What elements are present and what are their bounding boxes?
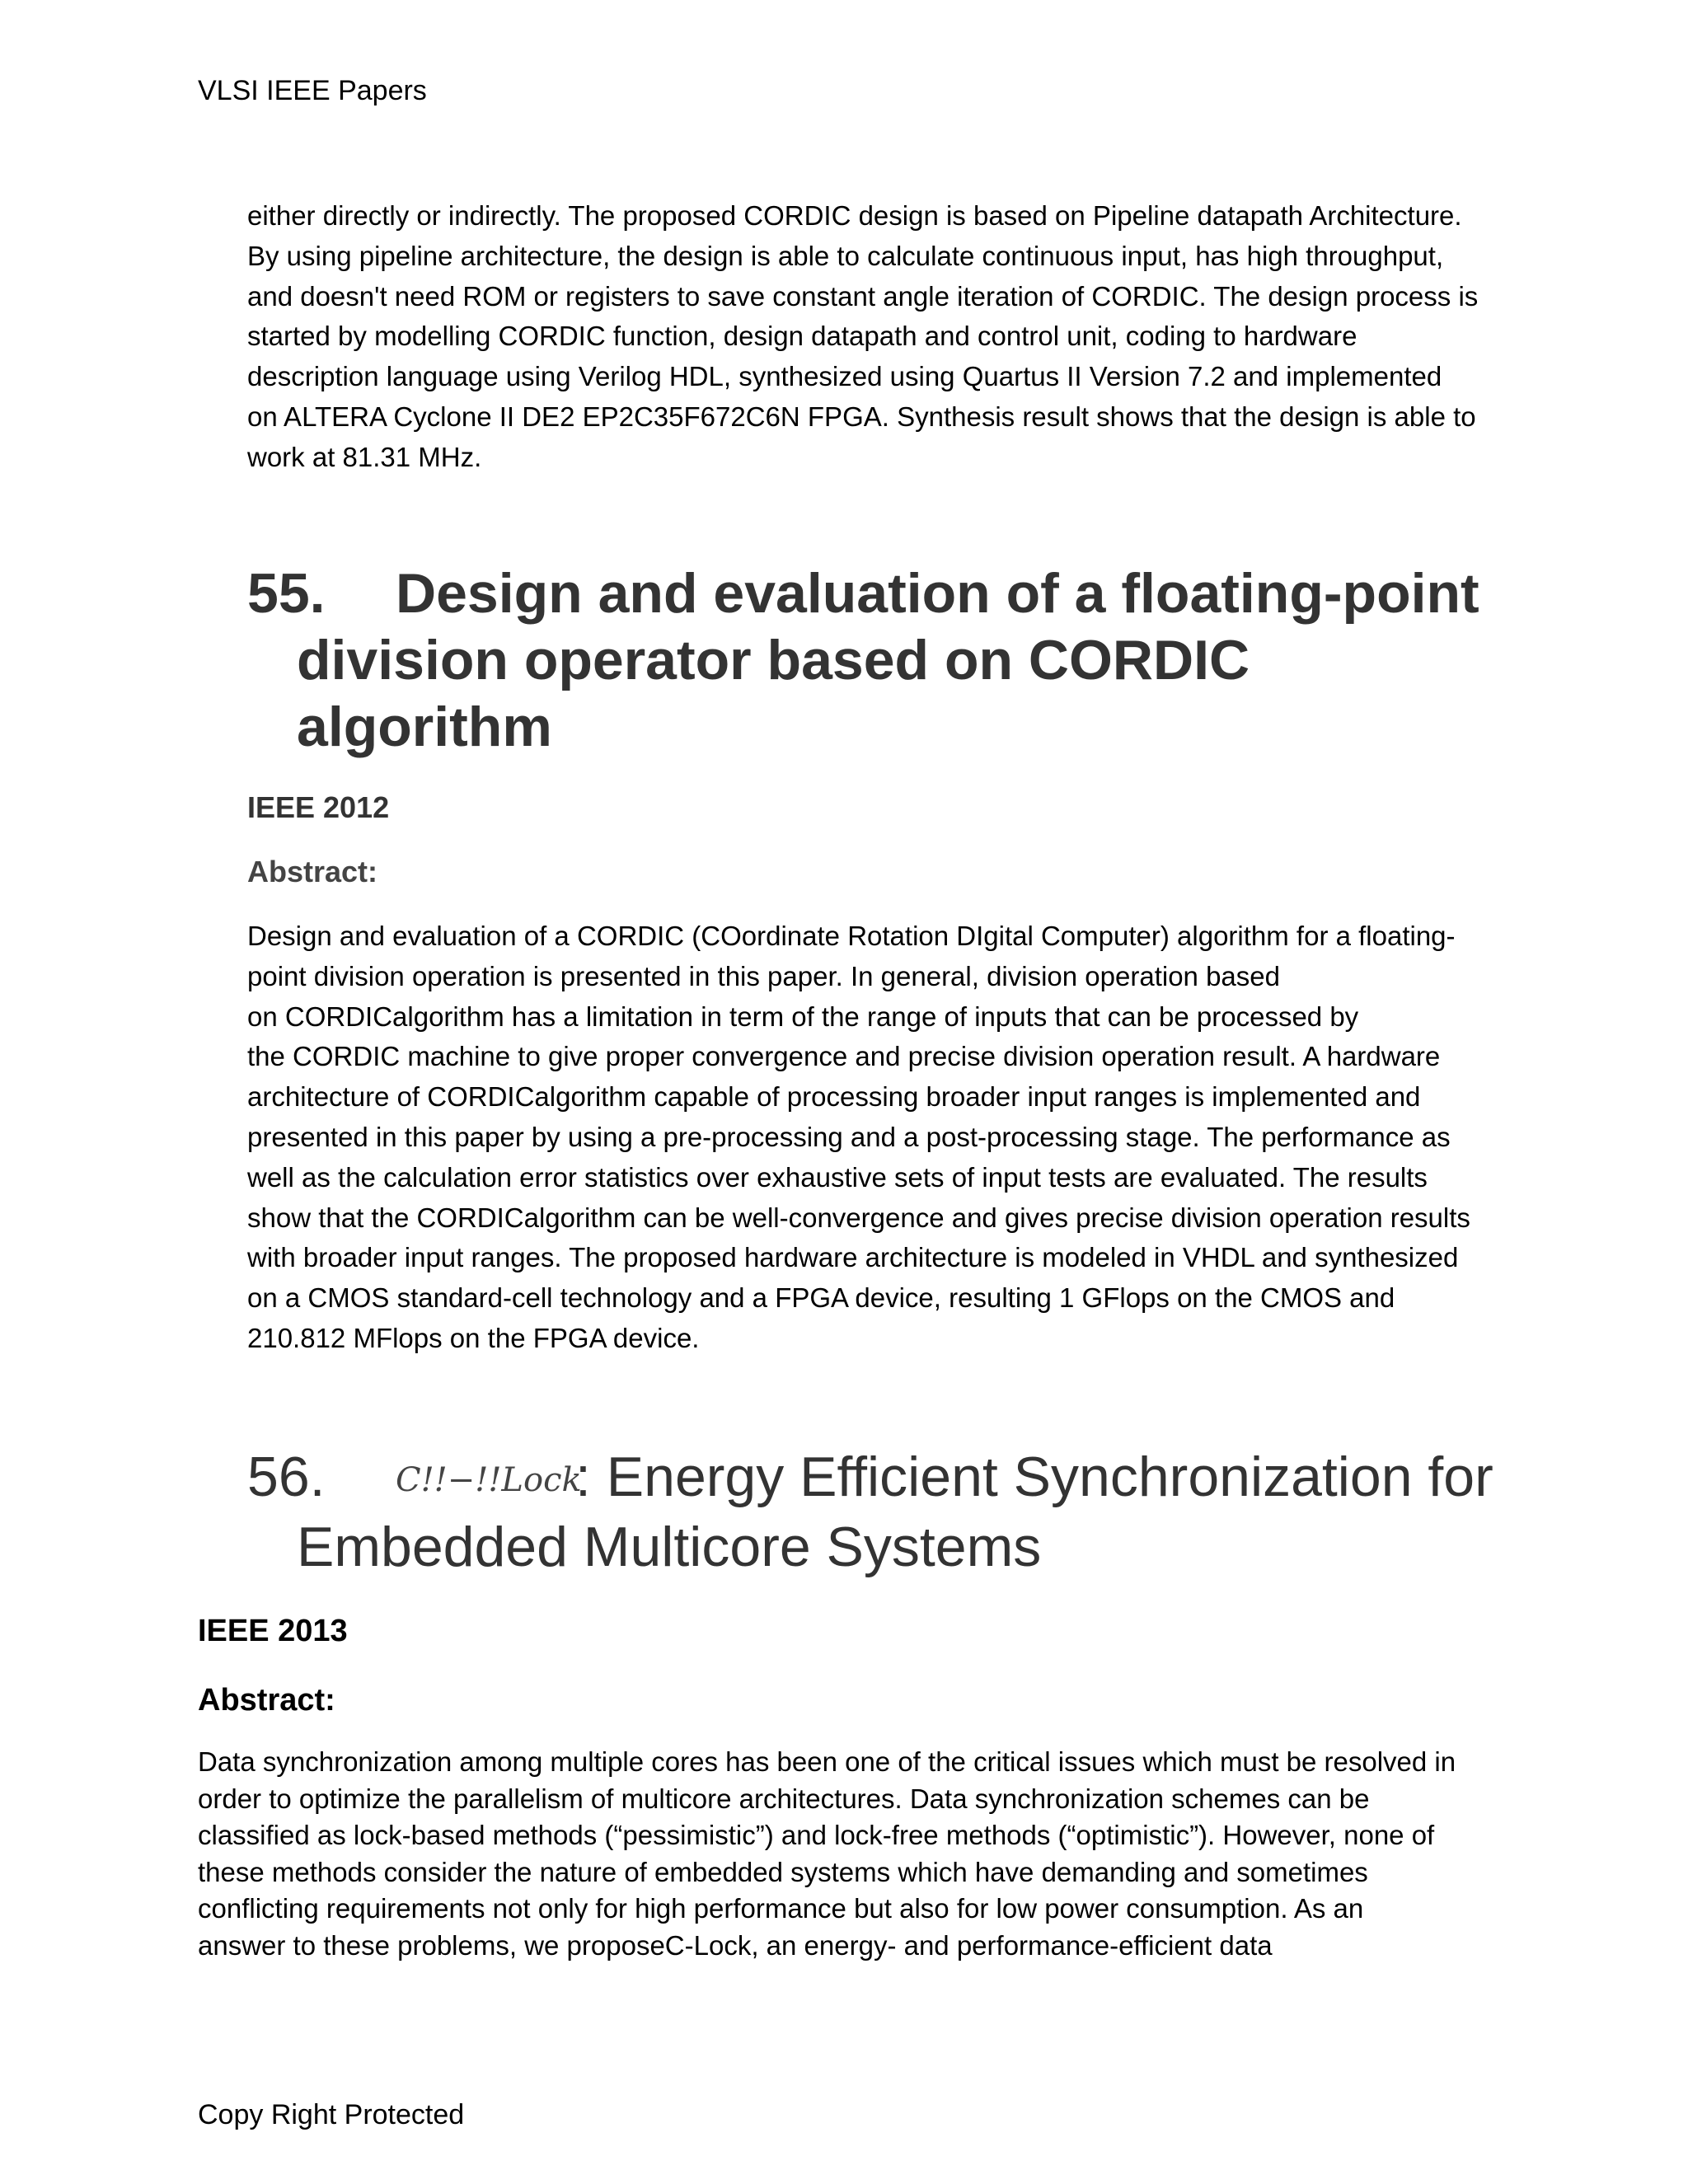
section-56-year: IEEE 2013 (198, 1614, 348, 1648)
section-55-abstract-label: Abstract: (247, 855, 378, 888)
title-text: : Energy Efficient Synchronization for (575, 1446, 1493, 1508)
text-line: classified as lock-based methods (“pessimistic”) and lock-free methods (“optimistic”). However, none of (198, 1820, 1435, 1850)
section-number: 55. (247, 562, 326, 625)
text-line: architecture of CORDICalgorithm capable of processing broader input ranges is implemented and (247, 1081, 1421, 1113)
page-header: VLSI IEEE Papers (198, 75, 427, 106)
section-55-title (247, 560, 1479, 761)
text-line: Design and evaluation of a CORDIC (COordinate Rotation DIgital Computer) algorithm for a floating- (247, 921, 1456, 951)
title-text: Design and evaluation of a floating-point (396, 562, 1479, 625)
text-line: description language using Verilog HDL, synthesized using Quartus II Version 7.2 and implemented (247, 361, 1442, 392)
title-line: Embedded Multicore Systems (297, 1516, 1042, 1578)
section-56-title (247, 1444, 1493, 1581)
text-line: presented in this paper by using a pre-processing and a post-processing stage. The performance as (247, 1121, 1451, 1152)
text-line: either directly or indirectly. The proposed CORDIC design is based on Pipeline datapath Architecture. (247, 200, 1462, 231)
title-line (247, 1444, 1493, 1514)
section-56-abstract (198, 1744, 1456, 1964)
section-56-abstract-label: Abstract: (198, 1683, 335, 1718)
section-55-abstract (247, 916, 1470, 1359)
text-line: started by modelling CORDIC function, design datapath and control unit, coding to hardware (247, 321, 1357, 352)
title-line: algorithm (297, 696, 552, 758)
text-line: Data synchronization among multiple cores has been one of the critical issues which must be resolved in (198, 1746, 1456, 1777)
section-55-year: IEEE 2012 (247, 790, 390, 824)
title-line (247, 560, 1479, 627)
text-line: well as the calculation error statistics over exhaustive sets of input tests are evaluated. The results (247, 1161, 1428, 1193)
text-line: 210.812 MFlops on the FPGA device. (247, 1322, 700, 1353)
text-line: show that the CORDICalgorithm can be well-convergence and gives precise division operation results (247, 1202, 1470, 1233)
text-line: answer to these problems, we proposeC-Lock, an energy- and performance-efficient data (198, 1929, 1273, 1961)
text-line: these methods consider the nature of embedded systems which have demanding and sometimes (198, 1856, 1368, 1887)
text-line: the CORDIC machine to give proper convergence and precise division operation result. A hardware (247, 1041, 1441, 1072)
section-number: 56. (247, 1446, 326, 1508)
page-footer: Copy Right Protected (198, 2099, 465, 2130)
text-line: on CORDICalgorithm has a limitation in term of the range of inputs that can be processed by (247, 1001, 1359, 1032)
text-line: By using pipeline architecture, the design is able to calculate continuous input, has high throughput, (247, 240, 1444, 271)
formula-image: C!!−!!Lock (396, 1461, 582, 1499)
text-line: order to optimize the parallelism of multicore architectures. Data synchronization schemes can be (198, 1783, 1370, 1814)
text-line: point division operation is presented in this paper. In general, division operation based (247, 960, 1280, 991)
title-line: division operator based on CORDIC (297, 629, 1250, 691)
text-line: and doesn't need ROM or registers to save constant angle iteration of CORDIC. The design process is (247, 280, 1479, 312)
text-line: on a CMOS standard-cell technology and a FPGA device, resulting 1 GFlops on the CMOS and (247, 1282, 1395, 1314)
text-line: conflicting requirements not only for high performance but also for low power consumption. As an (198, 1893, 1364, 1924)
text-line: on ALTERA Cyclone II DE2 EP2C35F672C6N FPGA. Synthesis result shows that the design is able to (247, 401, 1476, 432)
text-line: work at 81.31 MHz. (247, 441, 482, 472)
intro-paragraph (247, 196, 1478, 478)
text-line: with broader input ranges. The proposed hardware architecture is modeled in VHDL and synthesized (247, 1242, 1459, 1273)
